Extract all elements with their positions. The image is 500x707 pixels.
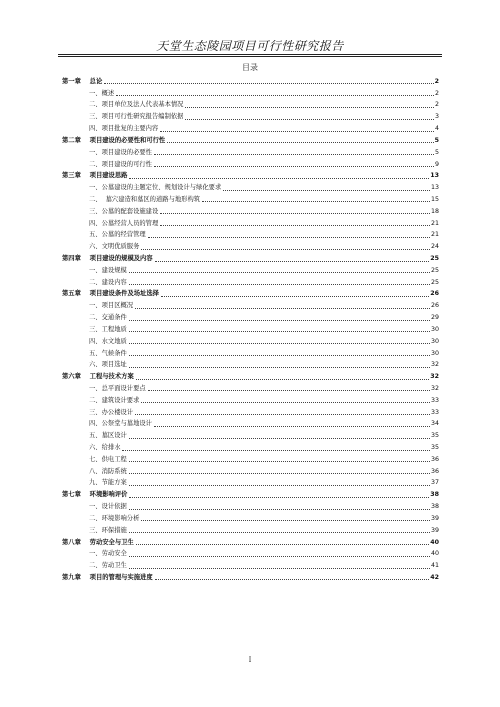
toc-section-entry[interactable] — [62, 109, 439, 121]
toc-entry-page-number: 26 — [430, 290, 439, 298]
toc-entry-title: 一、概述 — [89, 89, 115, 97]
toc-dot-leader — [167, 142, 433, 143]
toc-section-entry[interactable] — [62, 405, 439, 417]
toc-dot-leader — [155, 579, 430, 580]
toc-dot-leader — [155, 261, 430, 262]
header-rule-thin — [58, 54, 442, 55]
toc-dot-leader — [141, 402, 430, 403]
toc-dot-leader — [104, 83, 433, 84]
toc-entry-title: 二、交通条件 — [89, 314, 127, 322]
toc-entry-page-number: 38 — [430, 491, 439, 499]
toc-entry-page-number: 30 — [430, 349, 439, 357]
toc-section-entry[interactable] — [62, 393, 439, 405]
toc-entry-page-number: 32 — [430, 384, 439, 392]
toc-section-entry[interactable] — [62, 228, 439, 240]
toc-entry-title: 第二章 项目建设的必要性和可行性 — [62, 136, 166, 144]
toc-entry-title: 五、墓区设计 — [89, 432, 127, 440]
toc-dot-leader — [129, 509, 430, 510]
page-header-title: 天堂生态陵园项目可行性研究报告 — [156, 39, 344, 53]
toc-dot-leader — [136, 544, 429, 545]
toc-section-entry[interactable] — [62, 275, 439, 287]
toc-section-entry[interactable] — [62, 310, 439, 322]
toc-entry-page-number: 35 — [430, 444, 439, 451]
toc-entry-page-number: 2 — [434, 89, 439, 97]
toc-entry-title: 一、总平面设计要点 — [89, 384, 146, 392]
toc-entry-page-number: 13 — [430, 172, 439, 180]
toc-section-entry[interactable] — [62, 204, 439, 216]
toc-chapter-entry[interactable] — [62, 251, 439, 263]
toc-entry-title: 一、设计依据 — [89, 503, 127, 511]
toc-entry-page-number: 25 — [430, 278, 439, 286]
toc-entry-title: 四、公祭堂与墓地设计 — [89, 420, 152, 428]
toc-section-entry[interactable] — [62, 157, 439, 169]
toc-entry-title: 第一章 总论 — [62, 77, 103, 85]
toc-entry-page-number: 15 — [430, 195, 439, 203]
toc-section-entry[interactable] — [62, 298, 439, 310]
toc-entry-page-number: 5 — [434, 136, 439, 144]
toc-entry-page-number: 4 — [434, 125, 439, 133]
toc-dot-leader — [129, 343, 430, 344]
toc-section-entry[interactable] — [62, 440, 439, 452]
toc-chapter-entry[interactable] — [62, 169, 439, 181]
toc-entry-title: 二、劳动卫生 — [89, 562, 127, 570]
toc-chapter-entry[interactable] — [62, 487, 439, 499]
toc-section-entry[interactable] — [62, 499, 439, 511]
toc-dot-leader — [154, 154, 434, 155]
toc-entry-page-number: 29 — [430, 314, 439, 322]
toc-entry-page-number: 39 — [430, 514, 439, 522]
toc-entry-title: 八、消防系统 — [89, 467, 127, 475]
toc-section-entry[interactable] — [62, 511, 439, 523]
toc-entry-title: 五、气候条件 — [89, 349, 127, 357]
toc-section-entry[interactable] — [62, 239, 439, 251]
toc-entry-title: 第三章 项目建设思路 — [62, 172, 128, 180]
toc-entry-title: 第四章 项目建设的规模及内容 — [62, 255, 153, 262]
toc-dot-leader — [129, 367, 430, 368]
toc-section-entry[interactable] — [62, 263, 439, 275]
toc-dot-leader — [129, 568, 430, 569]
toc-entry-title: 三、工程地质 — [89, 325, 127, 333]
toc-entry-page-number: 39 — [430, 526, 439, 534]
toc-entry-page-number: 2 — [434, 101, 439, 109]
toc-section-entry[interactable] — [62, 464, 439, 476]
toc-entry-title: 一、劳动安全 — [89, 550, 127, 558]
toc-entry-title: 四、公墓经营人员的管理 — [89, 219, 159, 227]
toc-entry-page-number: 13 — [430, 184, 439, 192]
toc-dot-leader — [129, 532, 430, 533]
toc-section-entry[interactable] — [62, 346, 439, 358]
toc-section-entry[interactable] — [62, 145, 439, 157]
toc-dot-leader — [135, 414, 430, 415]
toc-entry-title: 七、供电工程 — [89, 455, 127, 463]
toc-section-entry[interactable] — [62, 547, 439, 559]
toc-entry-page-number: 34 — [430, 420, 439, 428]
toc-entry-title: 二、项目建设的可行性 — [89, 160, 152, 168]
toc-dot-leader — [116, 95, 434, 96]
toc-section-entry[interactable] — [62, 476, 439, 488]
toc-entry-page-number: 21 — [430, 219, 439, 227]
toc-dot-leader — [129, 461, 430, 462]
toc-entry-page-number: 18 — [430, 207, 439, 215]
header-rule-thick — [58, 56, 442, 57]
toc-entry-title: 第七章 环境影响评价 — [62, 491, 128, 499]
toc-section-entry[interactable] — [62, 98, 439, 110]
toc-dot-leader — [129, 331, 430, 332]
toc-entry-page-number: 33 — [430, 408, 439, 416]
toc-dot-leader — [154, 426, 430, 427]
toc-entry-page-number: 5 — [434, 148, 439, 156]
toc-entry-title: 三、公墓的配套设施建设 — [89, 207, 159, 215]
toc-dot-leader — [141, 520, 430, 521]
toc-entry-page-number: 9 — [434, 160, 439, 168]
toc-dot-leader — [148, 237, 430, 238]
toc-section-entry[interactable] — [62, 180, 439, 192]
toc-entry-page-number: 25 — [430, 255, 439, 262]
toc-dot-leader — [136, 379, 429, 380]
toc-entry-page-number: 32 — [430, 373, 439, 381]
toc-dot-leader — [160, 225, 430, 226]
toc-entry-page-number: 37 — [430, 479, 439, 487]
toc-entry-page-number: 42 — [430, 573, 439, 581]
toc-entry-page-number: 38 — [430, 503, 439, 511]
toc-dot-leader — [148, 390, 430, 391]
toc-dot-leader — [160, 131, 434, 132]
toc-entry-title: 三、环保措施 — [89, 526, 127, 534]
toc-dot-leader — [185, 119, 434, 120]
toc-dot-leader — [122, 450, 430, 451]
toc-chapter-entry[interactable] — [62, 74, 439, 86]
toc-dot-leader — [129, 556, 430, 557]
toc-entry-title: 四、水文地质 — [89, 337, 127, 345]
toc-chapter-entry[interactable] — [62, 570, 439, 582]
toc-entry-page-number: 32 — [430, 361, 439, 369]
toc-dot-leader — [223, 190, 430, 191]
toc-entry-title: 第九章 项目的管理与实施进度 — [62, 573, 153, 581]
toc-entry-page-number: 35 — [430, 432, 439, 440]
toc-dot-leader — [129, 438, 430, 439]
toc-section-entry[interactable] — [62, 428, 439, 440]
toc-entry-page-number: 36 — [430, 455, 439, 463]
toc-entry-page-number: 33 — [430, 396, 439, 404]
toc-dot-leader — [160, 213, 430, 214]
toc-section-entry[interactable] — [62, 322, 439, 334]
toc-entry-title: 一、项目区概况 — [89, 302, 134, 310]
toc-entry-title: 二、建筑设计要求 — [89, 396, 140, 404]
toc-entry-page-number: 26 — [430, 302, 439, 310]
toc-section-entry[interactable] — [62, 192, 439, 204]
toc-entry-title: 二、项目单位及法人代表基本情况 — [89, 101, 184, 109]
toc-chapter-entry[interactable] — [62, 133, 439, 145]
toc-entry-title: 第八章 劳动安全与卫生 — [62, 538, 134, 546]
toc-entry-page-number: 40 — [430, 538, 439, 546]
toc-entry-title: 六、给排水 — [89, 444, 121, 451]
toc-entry-title: 四、项目批复的主要内容 — [89, 125, 159, 133]
toc-section-entry[interactable] — [62, 523, 439, 535]
toc-section-entry[interactable] — [62, 417, 439, 429]
table-of-contents — [62, 74, 439, 582]
toc-entry-title: 三、办公楼设计 — [89, 408, 134, 416]
toc-entry-page-number: 2 — [434, 77, 439, 85]
toc-dot-leader — [185, 107, 434, 108]
toc-entry-page-number: 21 — [430, 231, 439, 239]
toc-entry-title: 九、节能方案 — [89, 479, 127, 487]
toc-entry-title: 三、项目可行性研究报告编制依据 — [89, 113, 184, 121]
toc-dot-leader — [161, 296, 429, 297]
toc-chapter-entry[interactable] — [62, 287, 439, 299]
toc-entry-page-number: 30 — [430, 337, 439, 345]
toc-chapter-entry[interactable] — [62, 369, 439, 381]
toc-section-entry[interactable] — [62, 121, 439, 133]
toc-dot-leader — [129, 485, 430, 486]
toc-section-entry[interactable] — [62, 381, 439, 393]
toc-entry-page-number: 24 — [430, 243, 439, 251]
toc-dot-leader — [141, 249, 430, 250]
toc-entry-title: 一、建设规模 — [89, 266, 127, 274]
toc-heading: 目录 — [242, 63, 258, 72]
toc-section-entry[interactable] — [62, 216, 439, 228]
toc-section-entry[interactable] — [62, 86, 439, 98]
toc-dot-leader — [129, 497, 429, 498]
toc-section-entry[interactable] — [62, 334, 439, 346]
toc-dot-leader — [202, 201, 430, 202]
toc-dot-leader — [154, 166, 434, 167]
toc-entry-page-number: 25 — [430, 266, 439, 274]
toc-dot-leader — [129, 178, 429, 179]
toc-section-entry[interactable] — [62, 358, 439, 370]
toc-entry-title: 二、建设内容 — [89, 278, 127, 286]
toc-entry-title: 二、环境影响分析 — [89, 514, 140, 522]
toc-section-entry[interactable] — [62, 558, 439, 570]
toc-dot-leader — [135, 308, 430, 309]
toc-entry-title: 第六章 工程与技术方案 — [62, 373, 134, 381]
toc-entry-title: 一、公墓建设的主题定位、规划设计与绿化要求 — [89, 184, 222, 192]
toc-entry-title: 六、文明优质服务 — [89, 243, 140, 251]
toc-dot-leader — [129, 355, 430, 356]
toc-dot-leader — [129, 473, 430, 474]
toc-entry-page-number: 30 — [430, 325, 439, 333]
toc-section-entry[interactable] — [62, 452, 439, 464]
toc-entry-title: 二、 墓穴建造和墓区的道路与地形构筑 — [89, 195, 201, 203]
toc-dot-leader — [129, 284, 430, 285]
toc-entry-page-number: 40 — [430, 550, 439, 558]
toc-entry-title: 五、公墓的经营管理 — [89, 231, 146, 239]
toc-entry-page-number: 3 — [434, 113, 439, 121]
toc-entry-title: 六、项目选址 — [89, 361, 127, 369]
toc-dot-leader — [129, 320, 430, 321]
toc-dot-leader — [129, 272, 430, 273]
toc-entry-page-number: 41 — [430, 562, 439, 570]
toc-entry-title: 第五章 项目建设条件及场址选择 — [62, 290, 159, 298]
toc-entry-page-number: 36 — [430, 467, 439, 475]
toc-entry-title: 一、项目建设的必要性 — [89, 148, 152, 156]
toc-chapter-entry[interactable] — [62, 535, 439, 547]
page-number: I — [248, 656, 252, 664]
